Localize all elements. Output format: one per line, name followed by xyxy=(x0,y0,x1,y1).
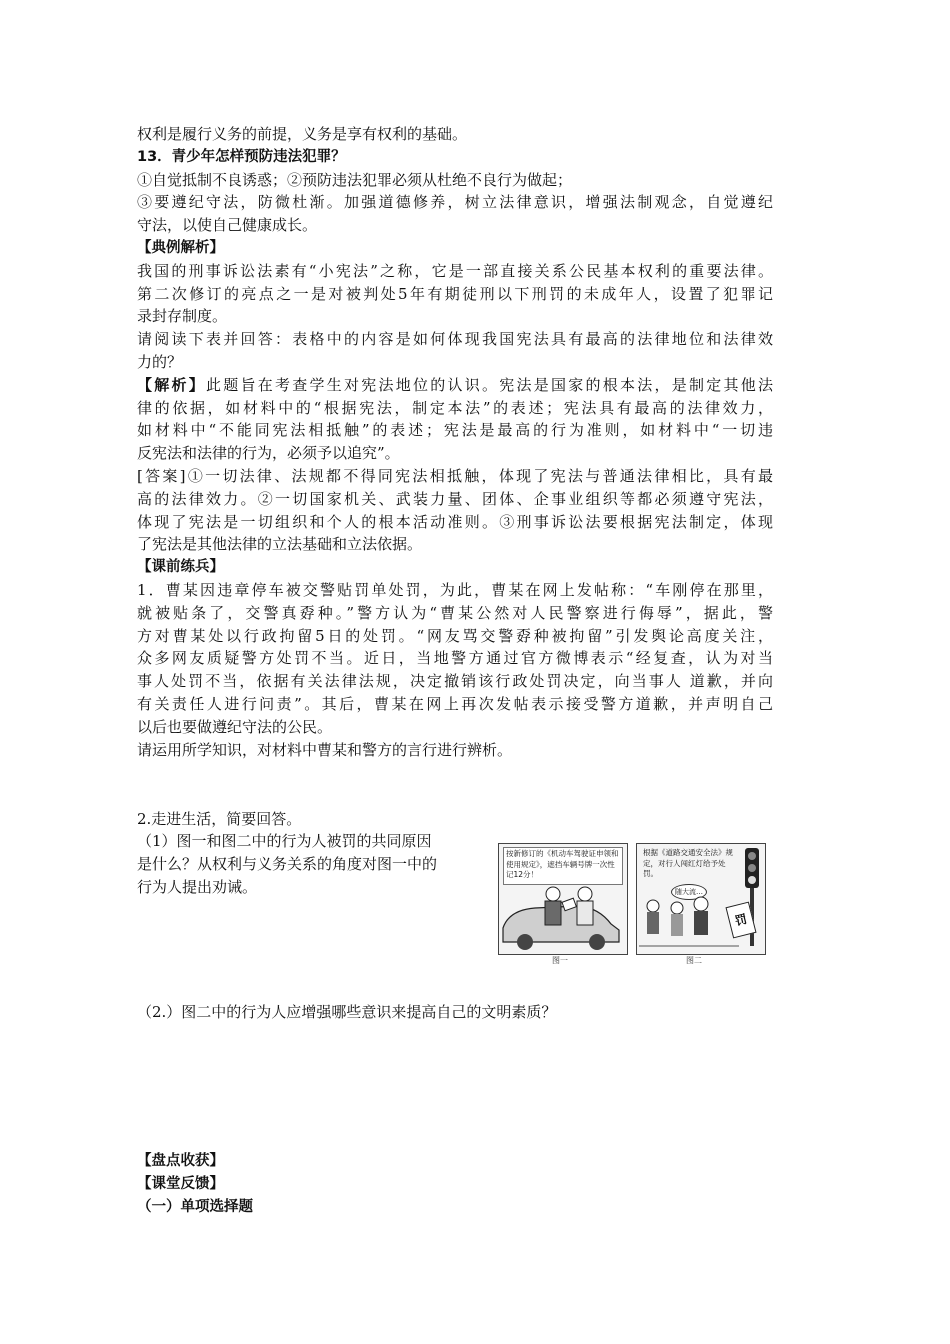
text-line: 众多网友质疑警方处罚不当。近日，当地警方通过官方微博表示“经复查，认为对当 xyxy=(137,649,773,668)
figure-1-label: 图一 xyxy=(552,956,568,965)
section-heading: 【课前练兵】 xyxy=(137,559,224,576)
q2-part1-line: （1）图一和图二中的行为人被罚的共同原因 xyxy=(137,832,432,850)
text-line: 有关责任人进行问责”。其后，曹某在网上再次发帖表示接受警方道歉，并声明自己 xyxy=(137,694,773,713)
text-line: 第二次修订的亮点之一是对被判处5年有期徒刑以下刑罚的未成年人，设置了犯罪记 xyxy=(137,284,773,303)
text-line: 如材料中“不能同宪法相抵触”的表述；宪法是最高的行为准则，如材料中“一切违 xyxy=(137,421,773,440)
question-2-part-1 xyxy=(137,830,487,898)
text-line: 录封存制度。 xyxy=(137,307,228,326)
q2-part1-line: 是什么？从权利与义务关系的角度对图一中的 xyxy=(137,854,438,873)
text-line: 反宪法和法律的行为，必须予以追究”。 xyxy=(137,444,400,463)
text-line: ①自觉抵制不良诱惑；②预防违法犯罪必须从杜绝不良行为做起； xyxy=(137,170,573,189)
text-line: 【解析】此题旨在考查学生对宪法地位的认识。宪法是国家的根本法，是制定其他法 xyxy=(137,375,773,394)
cartoon-panel-1 xyxy=(498,843,628,955)
fine-sign: 罚 xyxy=(725,902,756,939)
question-2-block xyxy=(137,808,773,831)
question-2-part-2 xyxy=(137,1001,773,1024)
cartoon-panel-2 xyxy=(636,843,766,955)
heading-feedback: 【课堂反馈】 xyxy=(137,1175,224,1192)
text-line: 高的法律效力。②一切国家机关、武装力量、团体、企事业组织等都必须遵守宪法， xyxy=(137,489,773,508)
panel-1-caption: 按新修订的《机动车驾驶证申领和使用规定》，遮挡车辆号牌一次性记12分！ xyxy=(503,847,623,885)
text-line: 律的依据，如材料中的“根据宪法，制定本法”的表述；宪法具有最高的法律效力， xyxy=(137,398,773,417)
text-line: ③要遵纪守法，防微杜渐。加强道德修养，树立法律意识，增强法制观念，自觉遵纪 xyxy=(137,193,773,212)
cartoon-figure xyxy=(498,843,770,968)
text-line: 请阅读下表并回答：表格中的内容是如何体现我国宪法具有最高的法律地位和法律效 xyxy=(137,330,773,349)
police-car-illustration xyxy=(499,880,627,954)
text-line: [答案]①一切法律、法规都不得同宪法相抵触，体现了宪法与普通法律相比，具有最 xyxy=(137,466,773,485)
text-line: 力的？ xyxy=(137,352,183,371)
text-line: 守法，以使自己健康成长。 xyxy=(137,216,318,235)
end-headings xyxy=(137,1150,773,1218)
analysis-label: 【解析】 xyxy=(137,375,206,394)
section-heading: 【典例解析】 xyxy=(137,239,224,256)
text-line: 以后也要做遵纪守法的公民。 xyxy=(137,717,333,736)
text-line: 我国的刑事诉讼法素有“小宪法”之称，它是一部直接关系公民基本权利的重要法律。 xyxy=(137,261,773,280)
q2-part1-line: 行为人提出劝诫。 xyxy=(137,877,258,896)
text-line: 方对曹某处以行政拘留5日的处罚。“网友骂交警孬种被拘留”引发舆论高度关注， xyxy=(137,626,773,645)
figure-2-label: 图二 xyxy=(686,956,702,965)
text-line: 事人处罚不当，依据有关法律法规，决定撤销该行政处罚决定，向当事人 道歉，并向 xyxy=(137,672,773,691)
text-line: 体现了宪法是一切组织和个人的根本活动准则。③刑事诉讼法要根据宪法制定，体现 xyxy=(137,512,773,531)
speech-bubble: 随大流… xyxy=(671,884,707,900)
text-line: 了宪法是其他法律的立法基础和立法依据。 xyxy=(137,535,423,554)
main-text-block xyxy=(137,123,773,761)
question-2-title: 2.走进生活，简要回答。 xyxy=(137,810,302,828)
pedestrians-illustration xyxy=(639,896,739,952)
panel-2-caption: 根据《道路交通安全法》规定，对行人闯红灯给予处罚。 xyxy=(643,848,733,878)
text-line: 就被贴条了，交警真孬种。”警方认为“曹某公然对人民警察进行侮辱”，据此，警 xyxy=(137,603,773,622)
text-line: 请运用所学知识，对材料中曹某和警方的言行进行辨析。 xyxy=(137,740,513,759)
text-line: 1．曹某因违章停车被交警贴罚单处罚，为此，曹某在网上发帖称：“车刚停在那里， xyxy=(137,580,773,599)
section-heading: 13．青少年怎样预防违法犯罪？ xyxy=(137,148,346,165)
q2-part2-text: （2.）图二中的行为人应增强哪些意识来提高自己的文明素质？ xyxy=(137,1003,557,1021)
heading-single-choice: （一）单项选择题 xyxy=(137,1198,253,1215)
text-line: 权利是履行义务的前提，义务是享有权利的基础。 xyxy=(137,125,468,143)
heading-harvest: 【盘点收获】 xyxy=(137,1153,224,1169)
